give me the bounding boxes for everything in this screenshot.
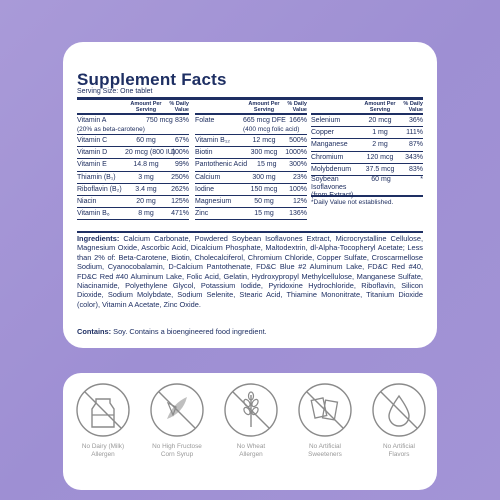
nutrient-amount: 14.8 mg [133,161,159,169]
nutrient-amount: 1 mg [372,129,388,137]
nutrient-name: Niacin [77,198,97,206]
nutrient-row [77,184,189,196]
nutrient-name: Vitamin B₁₂ [195,137,230,145]
nutrient-amount: 20 mcg (800 IU) [125,149,176,157]
nutrient-row [195,115,307,135]
nutrient-row [77,196,189,208]
soy-isoflavones-row [311,176,423,197]
badge-no-hfcs [140,381,214,459]
nutrient-name: Biotin [195,149,213,157]
nutrient-amount: 50 mg [254,198,274,206]
supplement-facts-card [63,42,437,348]
nutrient-dv: 500% [289,137,307,145]
nutrient-name: Manganese [311,141,348,149]
nutrient-row [77,172,189,184]
nutrient-dv: 125% [171,198,189,206]
serving-size: Serving Size: One tablet [77,88,153,95]
column-header [77,101,189,115]
nutrient-amount: 3.4 mg [135,185,157,193]
dv-header: % Daily Value [403,101,423,113]
ingredients-list: Calcium Carbonate, Powdered Soybean Isoflavones Extract, Microcrystalline Cellulose, Magnesium Oxide, Ascorbic Acid, Dicalcium Phosphate, Maltodextrin, dl-Alpha-Tocopheryl Acetate; Less than 2% of: Beta-Carotene, Biotin, Cholecalciferol, Chromium Chloride, Copper Sulfate, Croscarmellose Sodium, Cyanocobalamin, D-Calcium Pantothenate, FD&C Blue #2 Aluminum Lake, FD&C Red #40, FD&C Red #40 Aluminum Lake, Folic Acid, Gelatin, Hydroxypropyl Methylcellulose, Manganese Sulfate, Niacinamide, Polyethylene Glycol, Potassium Iodide, Pyridoxine Hydrochloride, Riboflavin, Silicon Dioxide, Sodium Molybdate, Sodium Selenite, Stearic Acid, Thiamine Mononitrate, Titanium Dioxide (color), Vitamin A Acetate, Zinc Oxide. [77,234,423,309]
nutrient-amount: 665 mcg DFE (400 mcg folic acid) [243,117,300,133]
nutrient-name: Vitamin E [77,161,107,169]
top-rule [77,97,423,100]
nutrient-amount: 750 mcg [145,117,173,124]
badge-no-artificial-sweeteners [288,381,362,459]
nutrient-row [195,147,307,159]
nutrient-amount: 3 mg [138,173,154,181]
nutrient-row [195,208,307,220]
nutrient-row [311,164,423,176]
nutrient-dv: 300% [289,161,307,169]
nutrient-row [77,135,189,147]
nutrient-dv: 87% [408,141,423,149]
nutrient-column-1 [77,101,189,220]
nutrient-name: Vitamin A (20% as beta-carotene) [77,117,145,133]
nutrient-dv: 166% [289,117,307,124]
nutrient-name: Iodine [195,185,215,193]
badge-label: No High Fructose Corn Syrup [152,443,202,458]
amount-header: Amount Per Serving [130,101,162,113]
column-header [311,101,423,115]
nutrient-row [195,135,307,147]
no-dairy-icon [74,381,132,439]
nutrient-dv: 36% [408,117,423,125]
nutrient-amount: 15 mg [254,210,274,218]
nutrient-name: Calcium [195,173,221,181]
contains-text [77,327,423,336]
soy-name: Soybean Isoflavones (from Extract) [311,175,354,199]
nutrient-dv: 250% [171,173,189,181]
nutrient-row [77,115,189,135]
nutrient-row [77,159,189,171]
nutrient-amount: 120 mcg [366,153,394,161]
no-artificial-flavors-icon [370,381,428,439]
nutrient-dv: 343% [405,153,423,161]
nutrient-dv: 136% [289,210,307,218]
nutrient-amount: 300 mg [252,173,276,181]
badge-no-dairy [66,381,140,459]
nutrient-row [195,196,307,208]
nutrient-row [311,127,423,139]
dv-header: % Daily Value [287,101,307,113]
nutrient-column-3 [311,101,423,206]
no-wheat-icon [222,381,280,439]
amount-header: Amount Per Serving [248,101,280,113]
nutrient-amount: 20 mcg [368,117,392,125]
nutrient-row [195,184,307,196]
ingredients-label: Ingredients: [77,234,120,243]
nutrient-amount: 15 mg [257,161,277,169]
nutrient-name: Vitamin D [77,149,108,157]
nutrient-row [311,152,423,164]
facts-title: Supplement Facts [77,70,227,89]
nutrient-row [311,139,423,151]
badge-label: No Wheat Allergen [236,443,266,458]
nutrient-row [195,159,307,171]
nutrient-column-2 [195,101,307,220]
nutrient-dv: 111% [406,129,423,137]
nutrient-dv: 100% [171,149,189,157]
nutrient-name: Pantothenic Acid [195,161,248,169]
no-artificial-sweeteners-icon [296,381,354,439]
badge-label: No Artificial Sweeteners [308,443,342,458]
soy-dv: * [420,175,423,183]
amount-header: Amount Per Serving [364,101,396,113]
nutrient-name: Molybdenum [311,165,352,173]
nutrient-name: Selenium [311,117,341,125]
nutrient-dv: 23% [292,173,307,181]
nutrient-amount: 60 mg [136,137,156,145]
nutrient-amount: 8 mg [138,210,154,218]
badge-label: No Artificial Flavors [383,443,415,458]
nutrient-dv: 67% [174,137,189,145]
bottom-rule [77,231,423,233]
nutrient-name: Thiamin (B₁) [77,173,116,181]
nutrient-name: Zinc [195,210,209,218]
badge-no-wheat [214,381,288,459]
free-from-icons-card [63,373,437,490]
nutrient-dv: 99% [174,161,189,169]
nutrient-row [77,208,189,220]
badge-label: No Dairy (Milk) Allergen [81,443,125,458]
badge-no-artificial-flavors [362,381,436,459]
contains-label: Contains: [77,327,112,336]
soy-amount: 60 mg [371,175,391,183]
dv-header: % Daily Value [169,101,189,113]
nutrient-dv: 262% [171,185,189,193]
nutrient-dv: 83% [174,117,189,124]
nutrient-dv: 83% [408,165,423,173]
nutrient-row [311,115,423,127]
column-header [195,101,307,115]
nutrient-name: Copper [311,129,334,137]
nutrient-amount: 12 mcg [252,137,276,145]
nutrient-name: Riboflavin (B₂) [77,185,122,193]
nutrient-name: Magnesium [195,198,232,206]
nutrient-amount: 37.5 mcg [365,165,395,173]
nutrient-amount: 150 mcg [250,185,278,193]
contains-value: Soy. Contains a bioengineered food ingredient. [113,327,267,336]
nutrient-dv: 100% [289,185,307,193]
nutrient-dv: 12% [292,198,307,206]
ingredients-text [77,234,423,309]
nutrient-row [195,172,307,184]
nutrient-name: Vitamin C [77,137,108,145]
nutrient-amount: 20 mg [136,198,156,206]
nutrient-amount: 300 mcg [250,149,278,157]
nutrient-row [77,147,189,159]
nutrient-name: Chromium [311,153,344,161]
nutrient-dv: 471% [171,210,189,218]
dv-note: *Daily Value not established. [311,198,394,206]
nutrient-dv: 1000% [285,149,307,157]
nutrient-name: Vitamin B₆ [77,210,110,218]
no-hfcs-icon [148,381,206,439]
nutrient-name: Folate [195,117,215,124]
nutrient-amount: 2 mg [372,141,388,149]
